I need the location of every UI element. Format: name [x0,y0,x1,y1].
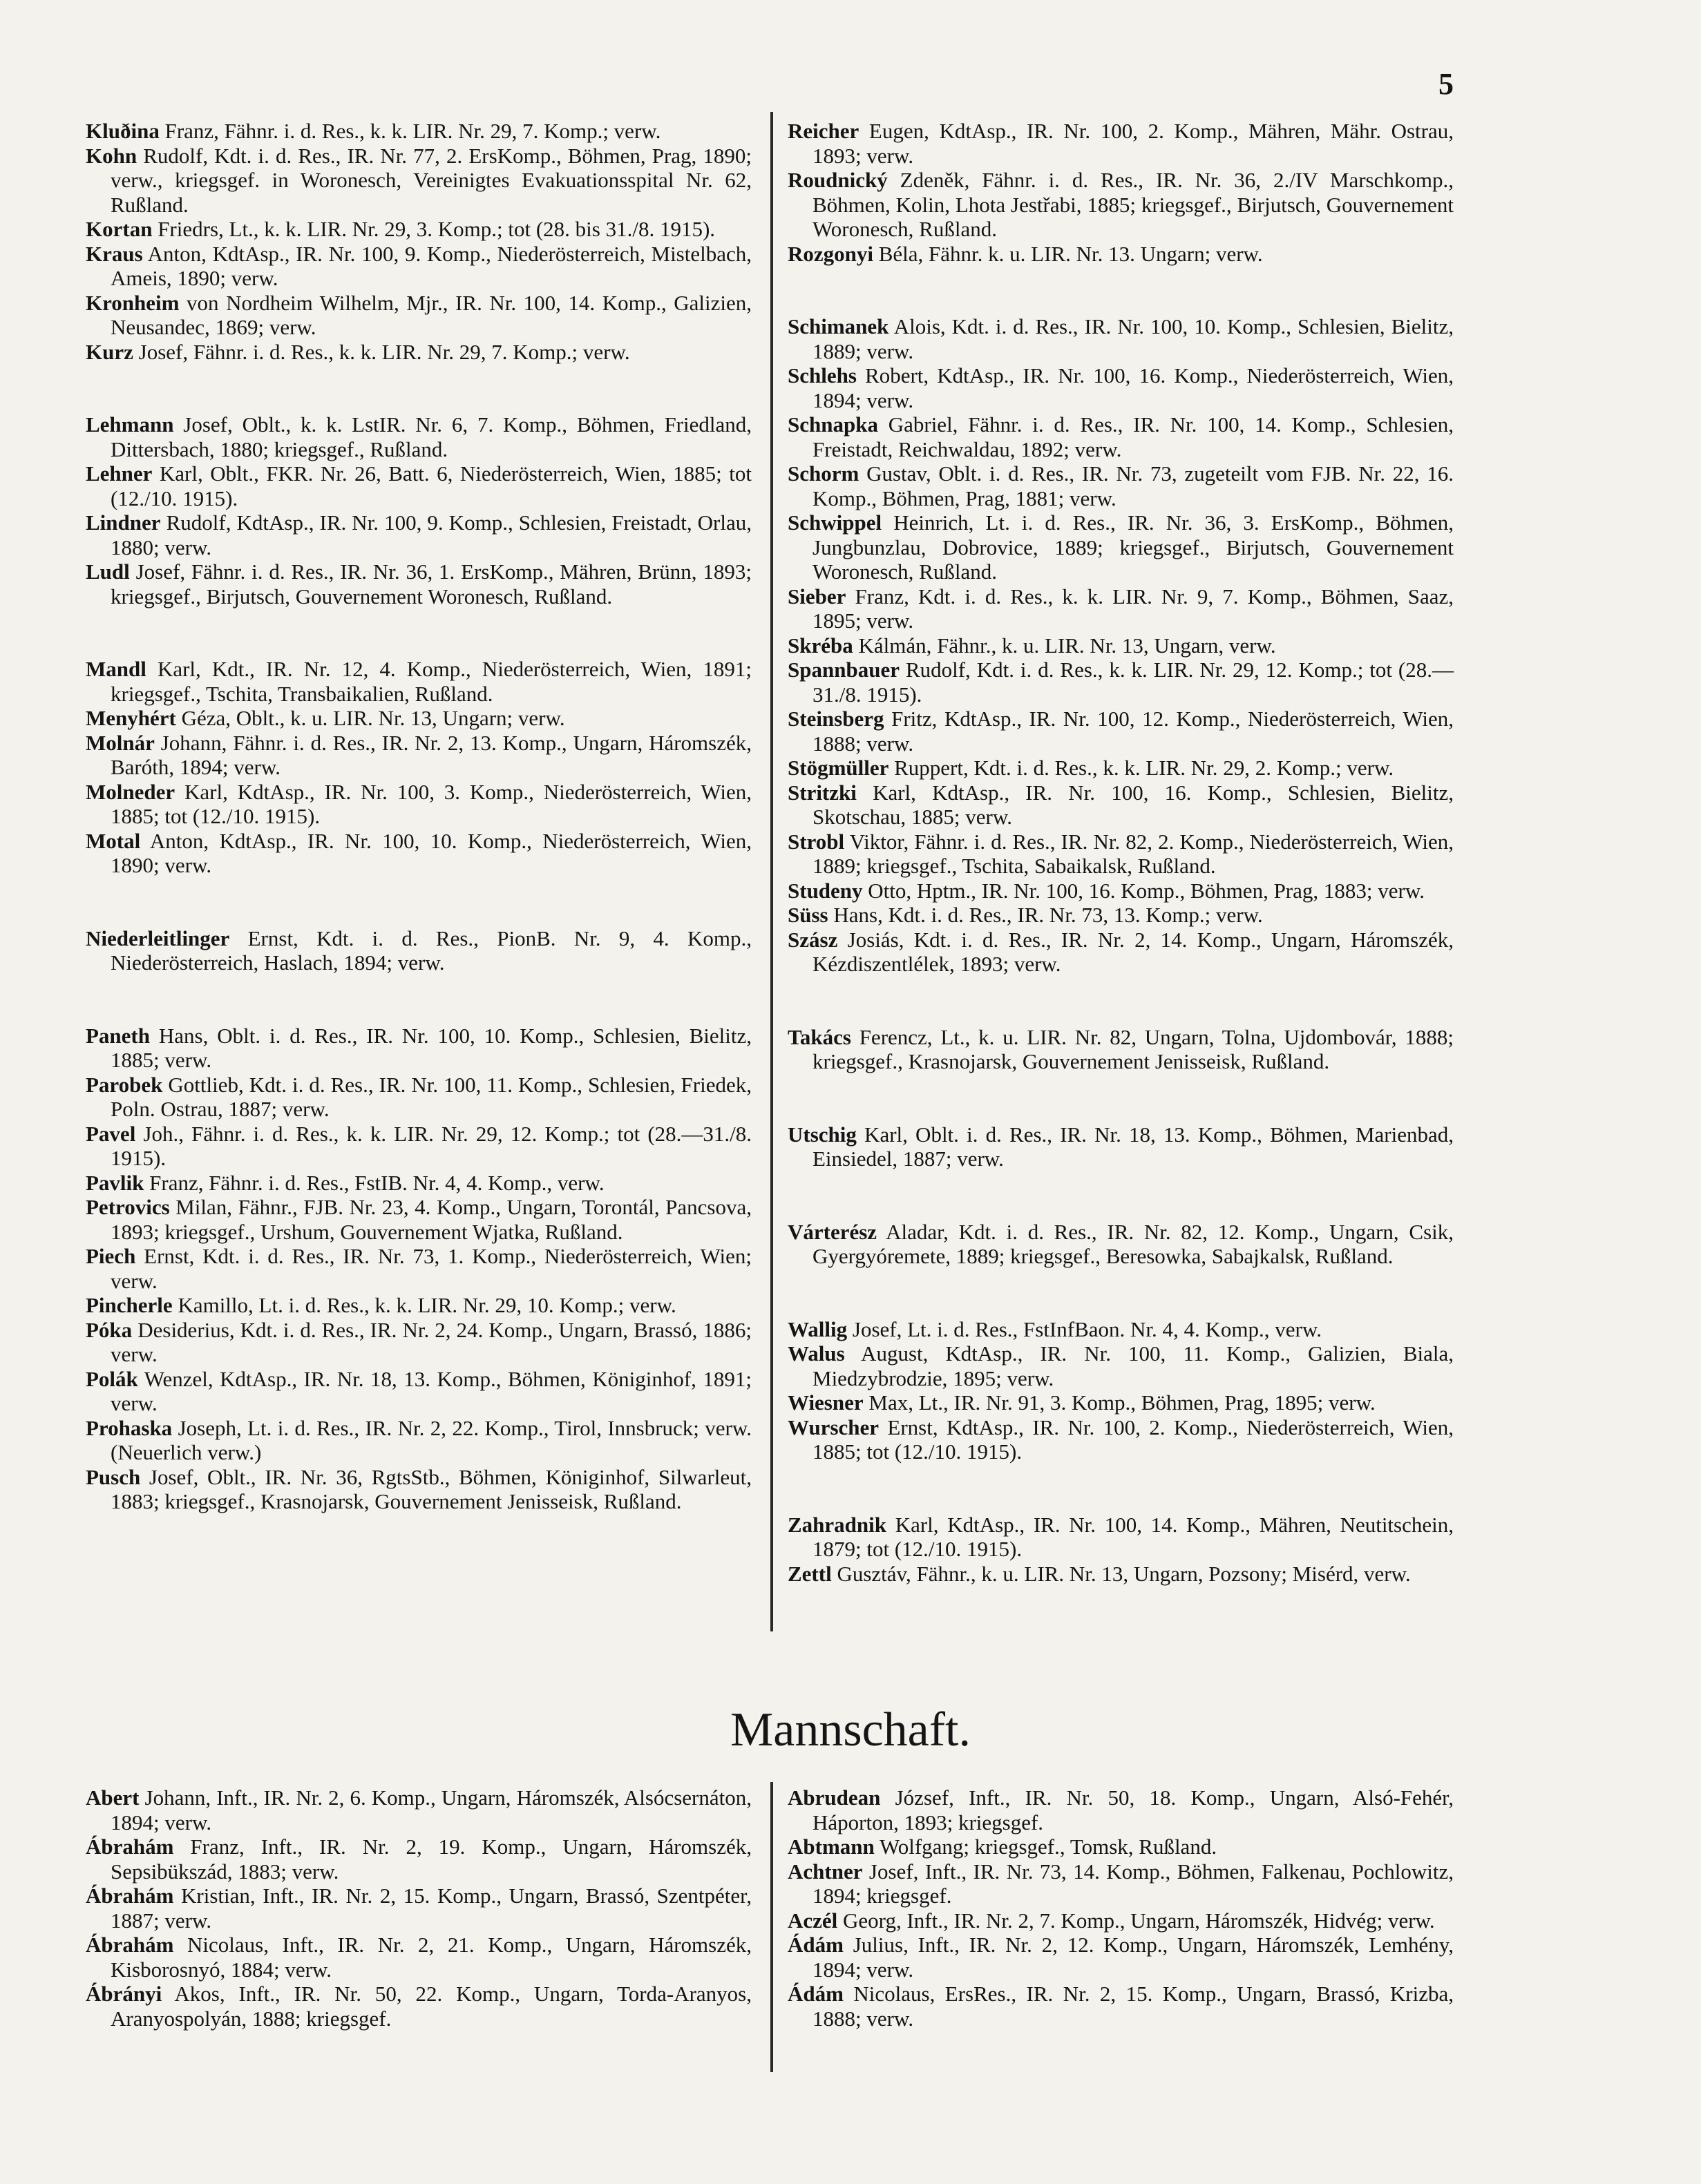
register-entry [86,291,752,340]
entry-surname: Wallig [788,1316,848,1341]
entry-surname: Takács [788,1024,851,1049]
entry-surname: Schlehs [788,363,857,387]
register-entry [788,1415,1454,1464]
entry-surname: Kohn [86,143,137,168]
entry-surname: Várterész [788,1219,877,1244]
register-entry [86,1122,752,1171]
entry-details: Otto, Hptm., IR. Nr. 100, 16. Komp., Böhmen, Prag, 1883; verw. [862,878,1425,903]
entry-details: Karl, Kdt., IR. Nr. 12, 4. Komp., Niederösterreich, Wien, 1891; kriegsgef., Tschita, Transbaikalien, Rußland. [111,657,752,706]
register-entry [86,1293,752,1318]
entry-surname: Niederleitlinger [86,926,230,950]
entry-details: Josef, Fähnr. i. d. Res., k. k. LIR. Nr. 29, 7. Komp.; verw. [133,339,630,364]
entry-surname: Utschig [788,1122,857,1147]
register-entry [788,1908,1454,1933]
entry-surname: Lindner [86,510,161,535]
entry-details: Karl, KdtAsp., IR. Nr. 100, 16. Komp., Schlesien, Bielitz, Skotschau, 1885; verw. [813,780,1454,829]
entry-details: Nicolaus, Inft., IR. Nr. 2, 21. Komp., Ungarn, Háromszék, Kisborosnyó, 1884; verw. [111,1933,752,1982]
entry-surname: Reicher [788,119,859,143]
entry-surname: Stritzki [788,780,857,805]
entry-surname: Ádám [788,1933,844,1957]
register-entry [788,633,1454,658]
entry-details: Josef, Fähnr. i. d. Res., IR. Nr. 36, 1. ErsKomp., Mähren, Brünn, 1893; kriegsgef., Birjutsch, Gouvernement Woronesch, Rußland. [111,559,752,609]
entry-details: Karl, Oblt. i. d. Res., IR. Nr. 18, 13. Komp., Böhmen, Marienbad, Einsiedel, 1887; verw. [813,1122,1454,1171]
entry-details: Karl, Oblt., FKR. Nr. 26, Batt. 6, Niederösterreich, Wien, 1885; tot (12./10. 1915). [111,461,752,510]
entry-details: Zdeněk, Fähnr. i. d. Res., IR. Nr. 36, 2./IV Marschkomp., Böhmen, Kolin, Lhota Jestřabi, 1885; kriegsgef., Birjutsch, Gouvernement Woronesch, Rußland. [813,168,1454,241]
entry-surname: Pavel [86,1121,136,1146]
register-entry [788,510,1454,584]
entry-details: Josef, Oblt., IR. Nr. 36, RgtsStb., Böhmen, Königinhof, Silwarleut, 1883; kriegsgef., Krasnojarsk, Gouvernement Jenisseisk, Rußland. [111,1464,752,1513]
entry-details: Rudolf, KdtAsp., IR. Nr. 100, 9. Komp., Schlesien, Freistadt, Orlau, 1880; verw. [111,510,752,559]
register-entry [86,1884,752,1933]
register-entry [788,658,1454,707]
entry-surname: Petrovics [86,1195,170,1219]
entry-surname: Walus [788,1341,845,1366]
register-entry [788,756,1454,780]
entry-surname: Schimanek [788,314,889,338]
entry-surname: Achtner [788,1859,863,1884]
letter-group-gap [788,1464,1454,1513]
entry-details: Georg, Inft., IR. Nr. 2, 7. Komp., Ungarn, Háromszék, Hidvég; verw. [837,1908,1435,1933]
entry-details: Wolfgang; kriegsgef., Tomsk, Rußland. [874,1835,1217,1859]
entry-details: Aladar, Kdt. i. d. Res., IR. Nr. 82, 12. Komp., Ungarn, Csik, Gyergyóremete, 1889; kriegsgef., Beresowka, Sabajkalsk, Rußland. [813,1219,1454,1268]
entry-details: Viktor, Fähnr. i. d. Res., IR. Nr. 82, 2. Komp., Niederösterreich, Wien, 1889; kriegsgef., Tschita, Sabaikalsk, Rußland. [813,829,1454,878]
entry-details: Nicolaus, ErsRes., IR. Nr. 2, 15. Komp., Ungarn, Brassó, Krizba, 1888; verw. [813,1982,1454,2031]
register-entry [86,1835,752,1884]
entry-surname: Rozgonyi [788,241,873,266]
register-entry [788,830,1454,879]
entry-details: Franz, Fähnr. i. d. Res., k. k. LIR. Nr. 29, 7. Komp.; verw. [159,119,661,143]
entry-details: Rudolf, Kdt. i. d. Res., k. k. LIR. Nr. 29, 12. Komp.; tot (28.—31./8. 1915). [813,658,1454,707]
register-entry [788,1341,1454,1390]
register-entry [86,412,752,461]
entry-details: Joseph, Lt. i. d. Res., IR. Nr. 2, 22. Komp., Tirol, Innsbruck; verw. (Neuerlich verw.) [111,1415,752,1464]
entry-surname: Mandl [86,657,146,681]
entry-surname: Ábrahám [86,1933,174,1957]
entry-details: Franz, Fähnr. i. d. Res., FstIB. Nr. 4, 4. Komp., verw. [144,1170,605,1195]
register-entry [86,829,752,878]
entry-surname: Zahradnik [788,1512,887,1537]
register-entry [788,1785,1454,1835]
register-entry [788,1317,1454,1342]
entry-surname: Wiesner [788,1390,864,1415]
entry-surname: Ádám [788,1982,844,2006]
register-entry [788,412,1454,461]
entry-surname: Szász [788,927,838,952]
page-number: 5 [1438,67,1454,101]
letter-group-gap [86,975,752,1024]
entry-surname: Pincherle [86,1293,173,1317]
entry-surname: Ábrányi [86,1982,162,2006]
register-entry [788,879,1454,903]
entry-details: von Nordheim Wilhelm, Mjr., IR. Nr. 100, 14. Komp., Galizien, Neusandec, 1869; verw. [111,290,752,339]
register-entry [86,119,752,144]
entry-details: Josef, Lt. i. d. Res., FstInfBaon. Nr. 4, 4. Komp., verw. [847,1316,1322,1341]
entry-surname: Ludl [86,559,130,584]
register-entry [86,1465,752,1514]
entry-surname: Kluðina [86,119,160,143]
register-entry [788,1122,1454,1171]
register-entry [788,584,1454,633]
entry-surname: Molneder [86,779,175,804]
entry-surname: Pusch [86,1464,141,1489]
entry-surname: Steinsberg [788,707,884,731]
entry-details: Anton, KdtAsp., IR. Nr. 100, 9. Komp., Niederösterreich, Mistelbach, Ameis, 1890; verw. [111,241,752,290]
register-entry [86,780,752,829]
entry-surname: Sieber [788,584,846,609]
entry-surname: Abrudean [788,1785,881,1810]
entry-details: Rudolf, Kdt. i. d. Res., IR. Nr. 77, 2. ErsKomp., Böhmen, Prag, 1890; verw., kriegsgef. in Woronesch, Vereinigtes Evakuationsspital Nr. 62, Rußland. [111,143,752,217]
entry-details: Hans, Kdt. i. d. Res., IR. Nr. 73, 13. Komp.; verw. [828,903,1263,927]
entry-details: Kálmán, Fähnr., k. u. LIR. Nr. 13, Ungarn, verw. [853,633,1276,658]
register-entry [86,217,752,242]
entry-details: Ernst, Kdt. i. d. Res., IR. Nr. 73, 1. Komp., Niederösterreich, Wien; verw. [111,1244,752,1293]
entry-details: Gabriel, Fähnr. i. d. Res., IR. Nr. 100, 14. Komp., Schlesien, Freistadt, Reichwaldau, 1892; verw. [813,412,1454,461]
register-entry [86,1244,752,1293]
register-entry [86,1785,752,1835]
register-entry [788,461,1454,510]
entry-details: Fritz, KdtAsp., IR. Nr. 100, 12. Komp., Niederösterreich, Wien, 1888; verw. [813,707,1454,756]
entry-surname: Spannbauer [788,658,900,682]
entry-details: Joh., Fähnr. i. d. Res., k. k. LIR. Nr. 29, 12. Komp.; tot (28.—31./8. 1915). [111,1121,752,1170]
entry-surname: Strobl [788,829,845,854]
entry-surname: Ábrahám [86,1884,174,1908]
register-entry [788,1982,1454,2031]
register-entry [86,1171,752,1196]
entry-details: Josef, Oblt., k. k. LstIR. Nr. 6, 7. Komp., Böhmen, Friedland, Dittersbach, 1880; kriegsgef., Rußland. [111,412,752,461]
entry-details: Josef, Inft., IR. Nr. 73, 14. Komp., Böhmen, Falkenau, Pochlowitz, 1894; kriegsgef. [813,1859,1454,1908]
letter-group-gap [788,1074,1454,1122]
entry-details: Ernst, KdtAsp., IR. Nr. 100, 2. Komp., Niederösterreich, Wien, 1885; tot (12./10. 1915). [813,1415,1454,1464]
letter-group-gap [86,364,752,412]
entry-surname: Prohaska [86,1415,173,1440]
entry-details: Hans, Oblt. i. d. Res., IR. Nr. 100, 10. Komp., Schlesien, Bielitz, 1885; verw. [111,1023,752,1072]
entry-surname: Schorm [788,461,859,486]
entry-surname: Paneth [86,1023,150,1048]
entry-surname: Polák [86,1366,138,1391]
register-entry [86,461,752,510]
register-entry [86,706,752,731]
section-heading: Mannschaft. [730,1703,971,1756]
register-entry [86,510,752,559]
register-entry [788,1933,1454,1982]
entry-surname: Motal [86,828,141,853]
entry-surname: Abtmann [788,1835,875,1859]
register-entry [788,928,1454,977]
register-entry [788,780,1454,830]
entry-surname: Pavlik [86,1170,144,1195]
register-entry [788,314,1454,363]
entry-surname: Lehner [86,461,153,486]
register-entry [788,1859,1454,1908]
entry-surname: Studeny [788,878,863,903]
entry-surname: Roudnický [788,168,888,192]
register-entry [86,1982,752,2031]
entry-surname: Ábrahám [86,1835,174,1859]
entry-surname: Menyhért [86,706,176,730]
entry-details: Anton, KdtAsp., IR. Nr. 100, 10. Komp., Niederösterreich, Wien, 1890; verw. [111,828,752,877]
entry-surname: Póka [86,1317,133,1342]
entry-surname: Stögmüller [788,756,889,780]
register-entry [788,363,1454,412]
entry-details: Wenzel, KdtAsp., IR. Nr. 18, 13. Komp., Böhmen, Königinhof, 1891; verw. [111,1366,752,1415]
register-entry [788,903,1454,928]
register-entry [788,1562,1454,1587]
entry-details: August, KdtAsp., IR. Nr. 100, 11. Komp., Galizien, Biala, Miedzybrodzie, 1895; verw. [813,1341,1454,1390]
register-entry [788,1025,1454,1074]
register-entry [86,144,752,218]
register-entry [86,926,752,975]
register-entry [788,168,1454,242]
register-entry [788,1835,1454,1859]
entry-surname: Piech [86,1244,136,1268]
entry-details: Gustav, Oblt. i. d. Res., IR. Nr. 73, zugeteilt vom FJB. Nr. 22, 16. Komp., Böhmen, Prag, 1881; verw. [813,461,1454,510]
entry-surname: Wurscher [788,1415,880,1439]
letter-group-gap [788,266,1454,314]
entry-surname: Kronheim [86,290,180,315]
entry-surname: Kraus [86,241,143,266]
upper-right-column [788,119,1454,1586]
register-entry [86,1416,752,1465]
entry-surname: Kortan [86,217,153,241]
letter-group-gap [86,878,752,926]
entry-details: Franz, Inft., IR. Nr. 2, 19. Komp., Ungarn, Háromszék, Sepsibükszád, 1883; verw. [111,1835,752,1884]
entry-surname: Parobek [86,1072,163,1097]
entry-surname: Abert [86,1785,140,1810]
register-entry [788,119,1454,168]
entry-details: Friedrs, Lt., k. k. LIR. Nr. 29, 3. Komp.; tot (28. bis 31./8. 1915). [152,217,716,241]
register-entry [86,559,752,609]
entry-details: Kristian, Inft., IR. Nr. 2, 15. Komp., Ungarn, Brassó, Szentpéter, 1887; verw. [111,1884,752,1933]
entry-details: Julius, Inft., IR. Nr. 2, 12. Komp., Ungarn, Háromszék, Lemhény, 1894; verw. [813,1933,1454,1982]
entry-details: Gusztáv, Fähnr., k. u. LIR. Nr. 13, Ungarn, Pozsony; Misérd, verw. [831,1561,1411,1586]
register-entry [86,731,752,780]
register-entry [788,1513,1454,1562]
register-entry [86,1933,752,1982]
entry-details: Robert, KdtAsp., IR. Nr. 100, 16. Komp., Niederösterreich, Wien, 1894; verw. [813,363,1454,412]
entry-details: Akos, Inft., IR. Nr. 50, 22. Komp., Ungarn, Torda-Aranyos, Aranyospolyán, 1888; kriegsgef. [111,1982,752,2031]
entry-surname: Zettl [788,1561,832,1586]
entry-surname: Lehmann [86,412,174,437]
register-entry [86,1195,752,1244]
entry-details: Franz, Kdt. i. d. Res., k. k. LIR. Nr. 9, 7. Komp., Böhmen, Saaz, 1895; verw. [813,584,1454,633]
register-entry [788,242,1454,267]
entry-surname: Kurz [86,339,133,364]
entry-details: Ernst, Kdt. i. d. Res., PionB. Nr. 9, 4. Komp., Niederösterreich, Haslach, 1894; verw. [111,926,752,975]
entry-details: Karl, KdtAsp., IR. Nr. 100, 14. Komp., Mähren, Neutitschein, 1879; tot (12./10. 1915). [813,1512,1454,1561]
entry-details: Alois, Kdt. i. d. Res., IR. Nr. 100, 10. Komp., Schlesien, Bielitz, 1889; verw. [813,314,1454,363]
lower-right-column [788,1785,1454,2031]
entry-details: Johann, Fähnr. i. d. Res., IR. Nr. 2, 13. Komp., Ungarn, Háromszék, Baróth, 1894; verw. [111,730,752,779]
entry-details: Josiás, Kdt. i. d. Res., IR. Nr. 2, 14. Komp., Ungarn, Háromszék, Kézdiszentlélek, 1893; verw. [813,927,1454,976]
register-entry [86,1318,752,1367]
register-entry [788,707,1454,756]
letter-group-gap [86,609,752,657]
letter-group-gap [788,977,1454,1025]
entry-details: Gottlieb, Kdt. i. d. Res., IR. Nr. 100, 11. Komp., Schlesien, Friedek, Poln. Ostrau, 1887; verw. [111,1072,752,1121]
entry-surname: Süss [788,903,828,927]
column-divider-bottom [770,1782,773,2072]
register-entry [788,1220,1454,1269]
register-entry [86,340,752,365]
entry-details: Heinrich, Lt. i. d. Res., IR. Nr. 36, 3. ErsKomp., Böhmen, Jungbunzlau, Dobrovice, 1889; kriegsgef., Birjutsch, Gouvernement Woronesch, Rußland. [813,510,1454,584]
entry-surname: Molnár [86,730,155,755]
entry-details: József, Inft., IR. Nr. 50, 18. Komp., Ungarn, Alsó-Fehér, Háporton, 1893; kriegsgef. [813,1785,1454,1835]
entry-details: Johann, Inft., IR. Nr. 2, 6. Komp., Ungarn, Háromszék, Alsócsernáton, 1894; verw. [111,1785,752,1835]
entry-surname: Schnapka [788,412,878,437]
entry-details: Desiderius, Kdt. i. d. Res., IR. Nr. 2, 24. Komp., Ungarn, Brassó, 1886; verw. [111,1317,752,1366]
entry-details: Eugen, KdtAsp., IR. Nr. 100, 2. Komp., Mähren, Mähr. Ostrau, 1893; verw. [813,119,1454,168]
letter-group-gap [788,1171,1454,1220]
upper-left-column [86,119,752,1514]
register-entry [86,657,752,706]
entry-details: Milan, Fähnr., FJB. Nr. 23, 4. Komp., Ungarn, Torontál, Pancsova, 1893; kriegsgef., Urshum, Gouvernement Wjatka, Rußland. [111,1195,752,1244]
lower-left-column [86,1785,752,2031]
register-entry [86,1367,752,1416]
column-divider-top [770,112,773,1631]
entry-details: Max, Lt., IR. Nr. 91, 3. Komp., Böhmen, Prag, 1895; verw. [863,1390,1376,1415]
entry-details: Ruppert, Kdt. i. d. Res., k. k. LIR. Nr. 29, 2. Komp.; verw. [888,756,1394,780]
entry-details: Ferencz, Lt., k. u. LIR. Nr. 82, Ungarn, Tolna, Ujdombovár, 1888; kriegsgef., Krasnojarsk, Gouvernement Jenisseisk, Rußland. [813,1024,1454,1073]
entry-details: Kamillo, Lt. i. d. Res., k. k. LIR. Nr. 29, 10. Komp.; verw. [172,1293,676,1317]
entry-surname: Skréba [788,633,853,658]
register-entry [86,1024,752,1073]
entry-surname: Aczél [788,1908,838,1933]
entry-details: Karl, KdtAsp., IR. Nr. 100, 3. Komp., Niederösterreich, Wien, 1885; tot (12./10. 1915). [111,779,752,828]
entry-surname: Schwippel [788,510,882,535]
register-entry [788,1390,1454,1415]
letter-group-gap [788,1269,1454,1317]
entry-details: Béla, Fähnr. k. u. LIR. Nr. 13. Ungarn; verw. [873,241,1263,266]
register-entry [86,1073,752,1122]
entry-details: Géza, Oblt., k. u. LIR. Nr. 13, Ungarn; verw. [175,706,565,730]
register-entry [86,242,752,291]
